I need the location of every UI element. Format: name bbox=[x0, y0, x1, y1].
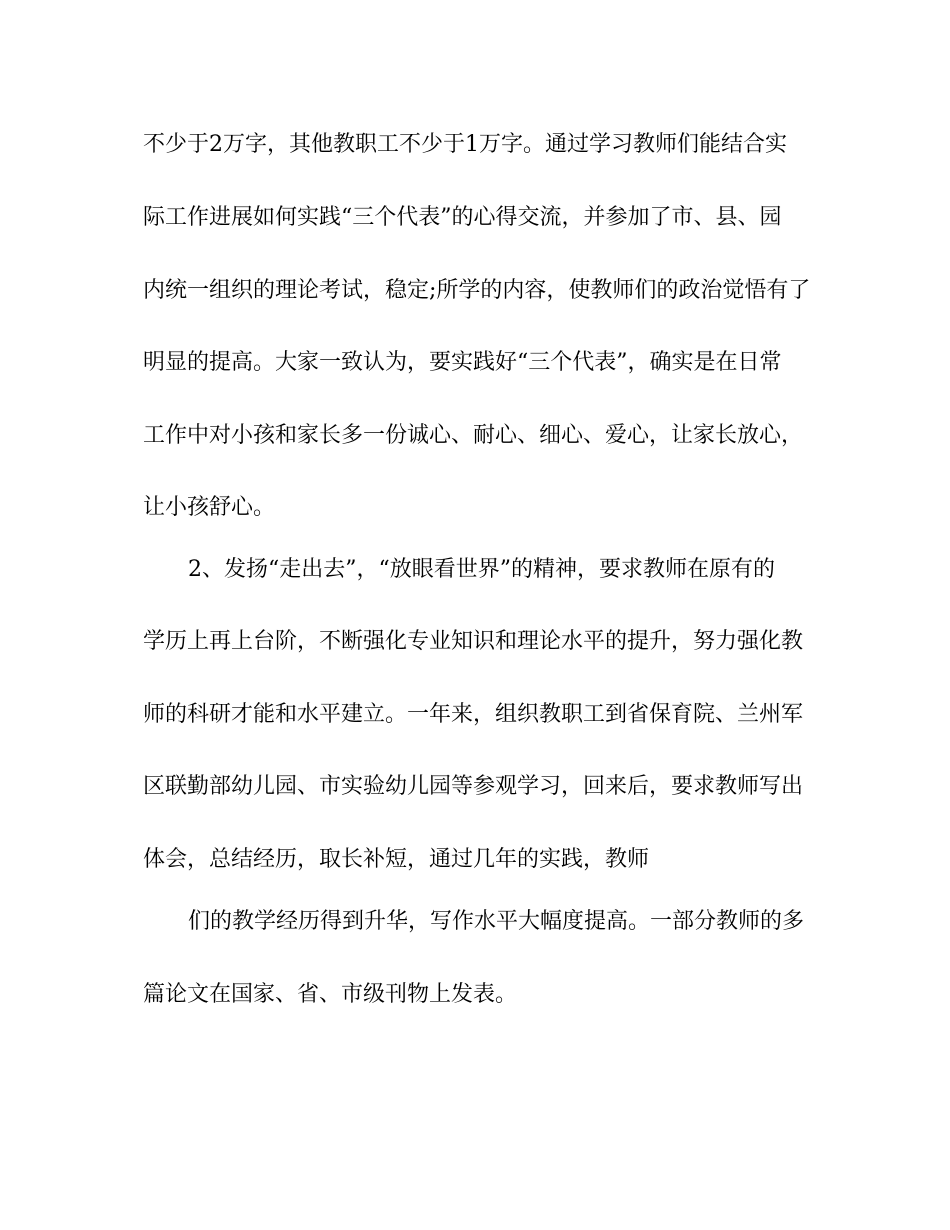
text-line: 明显的提高。大家一致认为，要实践好“三个代表”，确实是在日常 bbox=[143, 350, 782, 375]
text-line: 篇论文在国家、省、市级刊物上发表。 bbox=[143, 982, 518, 1007]
text-line: 内统一组织的理论考试，稳定;所学的内容，使教师们的政治觉悟有了 bbox=[143, 278, 811, 303]
paragraph-start-line: 们的教学经历得到升华，写作水平大幅度提高。一部分教师的多 bbox=[188, 909, 805, 934]
text-line: 不少于2万字，其他教职工不少于1万字。通过学习教师们能结合实 bbox=[143, 132, 787, 157]
text-line: 师的科研才能和水平建立。一年来，组织教职工到省保育院、兰州军 bbox=[143, 702, 804, 727]
text-line: 让小孩舒心。 bbox=[143, 495, 276, 520]
text-line: 际工作进展如何实践“三个代表”的心得交流，并参加了市、县、园 bbox=[143, 205, 782, 230]
paragraph-start-line: 2、发扬“走出去”，“放眼看世界”的精神，要求教师在原有的 bbox=[188, 557, 775, 582]
text-line: 体会，总结经历，取长补短，通过几年的实践，教师 bbox=[143, 847, 650, 872]
text-line: 区联勤部幼儿园、市实验幼儿园等参观学习，回来后，要求教师写出 bbox=[143, 774, 804, 799]
text-line: 工作中对小孩和家长多一份诚心、耐心、细心、爱心，让家长放心， bbox=[143, 423, 804, 448]
text-line: 学历上再上台阶，不断强化专业知识和理论水平的提升，努力强化教 bbox=[143, 629, 804, 654]
